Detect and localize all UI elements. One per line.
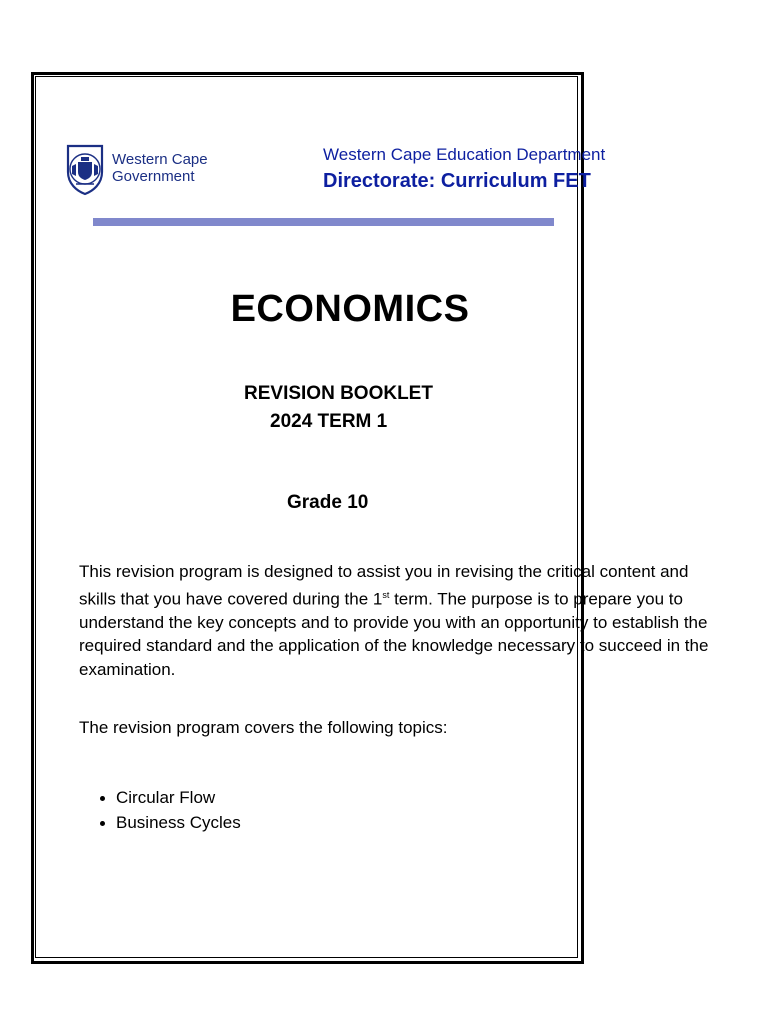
intro-text-part-1: This revision program is designed to assist you in revising the critical content and skills that you have covered during the 1 xyxy=(79,562,689,609)
intro-text-part-2: term. The purpose is to prepare you to understand the key concepts and to provide you with an opportunity to establish the required standard and the application of the knowledge necessary to succeed in the examination. xyxy=(79,589,709,679)
topic-list xyxy=(97,785,241,835)
header-divider-bar xyxy=(93,218,554,226)
coat-of-arms-icon xyxy=(62,142,108,196)
intro-paragraph xyxy=(79,560,724,681)
directorate-name: Directorate: Curriculum FET xyxy=(323,170,591,192)
western-cape-government-logo xyxy=(62,142,232,196)
document-title: ECONOMICS xyxy=(230,288,470,330)
grade-label: Grade 10 xyxy=(287,492,369,513)
list-item: Business Cycles xyxy=(97,810,241,835)
logo-line-1: Western Cape xyxy=(112,151,208,168)
intro-ordinal-suffix: st xyxy=(382,589,390,600)
subtitle-booklet: REVISION BOOKLET xyxy=(244,383,433,404)
logo-line-2: Government xyxy=(112,168,195,185)
department-name: Western Cape Education Department xyxy=(323,145,606,164)
list-item: Circular Flow xyxy=(97,785,241,810)
logo-text xyxy=(112,151,208,185)
topics-intro: The revision program covers the following topics: xyxy=(79,718,448,737)
subtitle-term: 2024 TERM 1 xyxy=(270,411,388,432)
